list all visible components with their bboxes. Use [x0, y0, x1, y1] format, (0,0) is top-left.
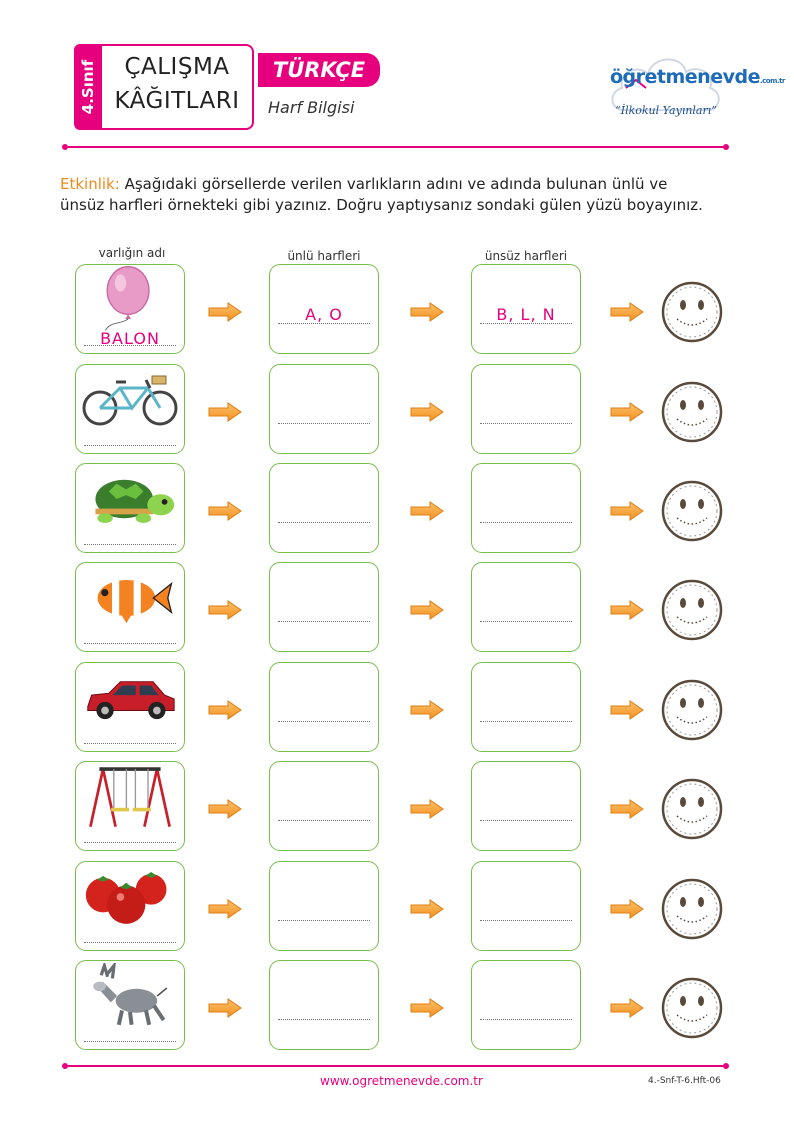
consonants-writing-line[interactable] — [480, 522, 572, 523]
arrow-right-icon — [208, 799, 242, 819]
rule-dot — [723, 144, 729, 150]
vowels-writing-line[interactable] — [278, 721, 370, 722]
consonants-card — [471, 662, 581, 752]
vowels-card — [269, 662, 379, 752]
vowels-writing-line[interactable] — [278, 621, 370, 622]
name-writing-line[interactable] — [84, 842, 176, 843]
name-writing-line[interactable] — [84, 743, 176, 744]
arrow-right-icon — [610, 600, 644, 620]
arrow-right-icon — [410, 899, 444, 919]
arrow-right-icon — [410, 501, 444, 521]
bottom-rule — [68, 1065, 726, 1067]
arrow-right-icon — [208, 501, 242, 521]
vowels-card — [269, 364, 379, 454]
column-header-consonants: ünsüz harfleri — [484, 249, 568, 263]
column-header-vowels: ünlü harfleri — [287, 249, 361, 263]
vowels-card — [269, 761, 379, 851]
smiley-face-icon[interactable] — [661, 579, 723, 641]
picture-card — [75, 861, 185, 951]
consonants-writing-line[interactable] — [480, 721, 572, 722]
grade-tab — [74, 44, 102, 130]
consonants-answer: B, L, N — [496, 305, 556, 324]
swing-icon — [80, 766, 180, 828]
consonants-card — [471, 960, 581, 1050]
column-header-name: varlığın adı — [98, 246, 166, 260]
consonants-writing-line[interactable] — [480, 423, 572, 424]
smiley-face-icon[interactable] — [661, 977, 723, 1039]
turtle-icon — [80, 468, 180, 530]
vowels-card — [269, 960, 379, 1050]
vowels-writing-line[interactable] — [278, 920, 370, 921]
tomato-icon — [80, 866, 180, 928]
arrow-right-icon — [610, 998, 644, 1018]
name-writing-line[interactable] — [84, 544, 176, 545]
arrow-right-icon — [208, 998, 242, 1018]
logo — [610, 66, 785, 88]
smiley-face-icon[interactable] — [661, 281, 723, 343]
vowels-card — [269, 861, 379, 951]
vowels-card — [269, 562, 379, 652]
picture-card — [75, 960, 185, 1050]
consonants-card — [471, 861, 581, 951]
vowels-writing-line[interactable] — [278, 1019, 370, 1020]
arrow-right-icon — [208, 700, 242, 720]
smiley-face-icon[interactable] — [661, 480, 723, 542]
arrow-right-icon — [208, 899, 242, 919]
arrow-right-icon — [410, 799, 444, 819]
smiley-face-icon[interactable] — [661, 878, 723, 940]
consonants-writing-line[interactable] — [480, 820, 572, 821]
vowels-card — [269, 463, 379, 553]
instruction-label: Etkinlik: — [60, 175, 120, 193]
arrow-right-icon — [208, 600, 242, 620]
arrow-right-icon — [410, 302, 444, 322]
consonants-card — [471, 463, 581, 553]
arrow-right-icon — [410, 700, 444, 720]
arrow-right-icon — [410, 998, 444, 1018]
consonants-card — [471, 264, 581, 354]
picture-card — [75, 662, 185, 752]
arrow-right-icon — [610, 700, 644, 720]
topic-label: Harf Bilgisi — [268, 98, 355, 117]
title-line-1: ÇALIŞMA — [124, 54, 230, 80]
arrow-right-icon — [610, 402, 644, 422]
vowels-answer: A, O — [305, 305, 343, 324]
arrow-right-icon — [410, 402, 444, 422]
name-writing-line[interactable] — [84, 643, 176, 644]
smiley-face-icon[interactable] — [661, 679, 723, 741]
rule-dot — [723, 1063, 729, 1069]
instruction — [60, 174, 710, 216]
arrow-right-icon — [610, 899, 644, 919]
grade-label: 4.Sınıf — [79, 59, 97, 115]
vowels-writing-line[interactable] — [278, 522, 370, 523]
consonants-writing-line[interactable] — [480, 621, 572, 622]
picture-card — [75, 562, 185, 652]
consonants-card — [471, 562, 581, 652]
arrow-right-icon — [208, 302, 242, 322]
name-writing-line[interactable] — [84, 445, 176, 446]
bicycle-icon — [80, 369, 180, 431]
title-line-2: KÂĞITLARI — [114, 88, 240, 114]
consonants-writing-line[interactable] — [480, 1019, 572, 1020]
footer-url[interactable]: www.ogretmenevde.com.tr — [320, 1074, 483, 1088]
arrow-right-icon — [208, 402, 242, 422]
logo-tagline: “İlkokul Yayınları” — [615, 104, 717, 117]
subject-badge: TÜRKÇE — [258, 53, 380, 87]
vowels-writing-line[interactable] — [278, 423, 370, 424]
top-rule — [68, 146, 726, 148]
vowels-card — [269, 264, 379, 354]
name-writing-line[interactable] — [84, 942, 176, 943]
smiley-face-icon[interactable] — [661, 778, 723, 840]
instruction-text: Aşağıdaki görsellerde verilen varlıkların adını ve adında bulunan ünlü ve ünsüz harfleri örnekteki gibi yazınız. Doğru yaptıysanız sondaki gülen yüzü boyayınız. — [60, 175, 703, 214]
picture-card — [75, 761, 185, 851]
consonants-card — [471, 364, 581, 454]
vowels-writing-line[interactable] — [278, 820, 370, 821]
picture-card — [75, 364, 185, 454]
consonants-writing-line[interactable] — [480, 920, 572, 921]
arrow-right-icon — [610, 501, 644, 521]
picture-card — [75, 463, 185, 553]
logo-domain: .com.tr — [759, 77, 785, 85]
name-writing-line[interactable] — [84, 1041, 176, 1042]
logo-text: öğretmenevde — [610, 66, 760, 88]
consonants-card — [471, 761, 581, 851]
footer-code: 4.-Snf-T-6.Hft-06 — [648, 1076, 721, 1086]
picture-card — [75, 264, 185, 354]
donkey-icon — [80, 965, 180, 1027]
balloon-icon — [80, 269, 180, 331]
fish-icon — [80, 567, 180, 629]
arrow-right-icon — [610, 302, 644, 322]
car-icon — [80, 667, 180, 729]
arrow-right-icon — [410, 600, 444, 620]
smiley-face-icon[interactable] — [661, 381, 723, 443]
arrow-right-icon — [610, 799, 644, 819]
name-answer: BALON — [100, 329, 160, 348]
